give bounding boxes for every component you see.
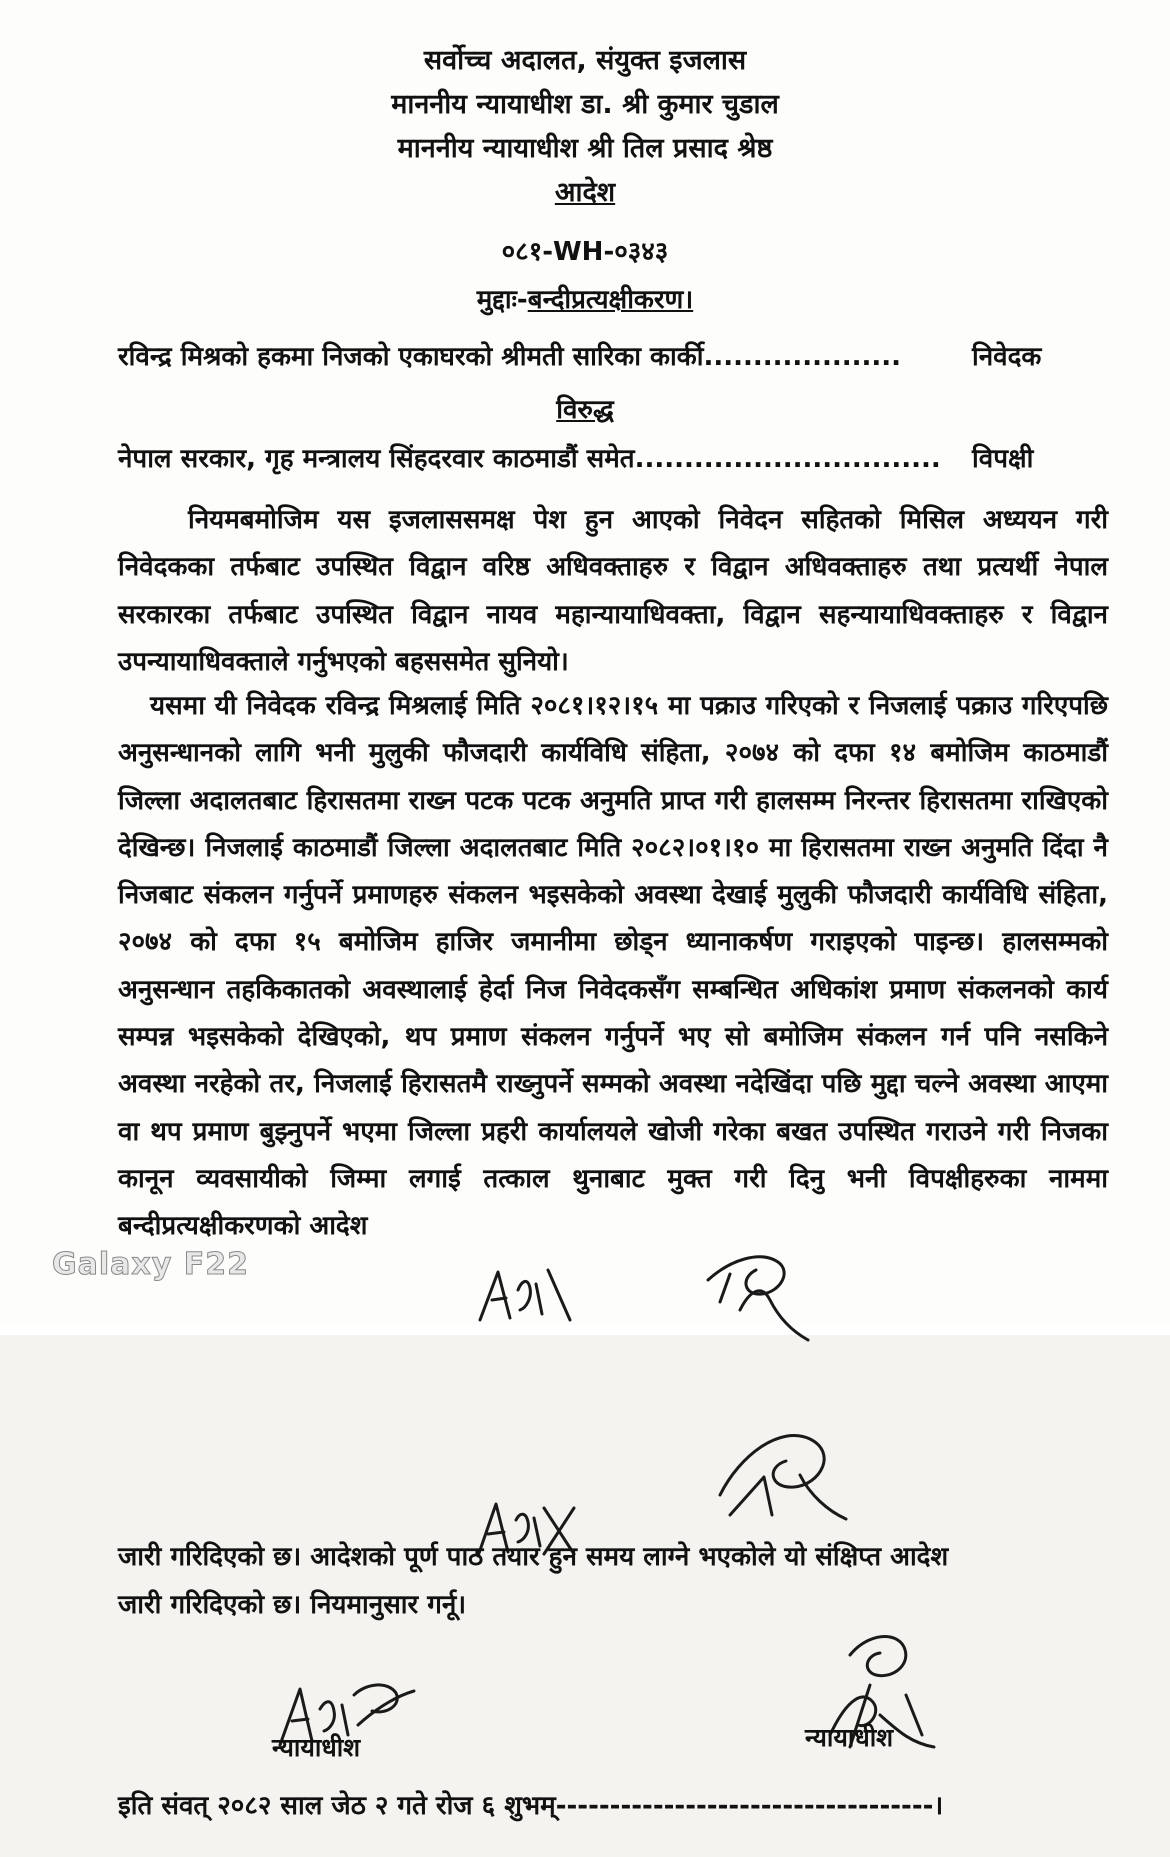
document-type: आदेश: [554, 177, 616, 208]
petitioner-name: रविन्द्र मिश्रको हकमा निजको एकाघरको श्रीमती सारिका कार्की....................: [118, 342, 901, 372]
petitioner-role: निवेदक: [972, 342, 1042, 372]
order-closing-line-2: जारी गरिदिएको छ। नियमानुसार गर्नू।: [118, 1590, 467, 1620]
initials-signature-right-page1: [700, 1240, 820, 1350]
case-number: ०८१-WH-०३४३: [501, 237, 669, 267]
initials-signature-left-page1: [470, 1250, 580, 1340]
order-date-line: इति संवत् २०८२ साल जेठ २ गते रोज ६ शुभम्-----------------------------------।: [118, 1791, 944, 1821]
order-paragraph-1-text: नियमबमोजिम यस इजलाससमक्ष पेश हुन आएको निवेदन सहितको मिसिल अध्ययन गरी निवेदकका तर्फबाट उपस्थित विद्वान वरिष्ठ अधिवक्ताहरु र विद्वान अधिवक्ताहरु तथा प्रत्यर्थी नेपाल सरकारका तर्फबाट उपस्थित विद्वान नायव महान्यायाधिवक्ता, विद्वान सहन्यायाधिवक्ताहरु र विद्वान उपन्यायाधिवक्ताले गर्नुभएको बहससमेत सुनियो।: [118, 505, 1108, 677]
case-subject-title: बन्दीप्रत्यक्षीकरण।: [527, 285, 694, 315]
order-paragraph-2-text: यसमा यी निवेदक रविन्द्र मिश्रलाई मिति २०८१।१२।१५ मा पक्राउ गरिएको र निजलाई पक्राउ गरिएपछि अनुसन्धानको लागि भनी मुलुकी फौजदारी कार्यविधि संहिता, २०७४ को दफा १४ बमोजिम काठमाडौं जिल्ला अदालतबाट हिरासतमा राख्न पटक पटक अनुमति प्राप्त गरी हालसम्म निरन्तर हिरासतमा राखिएको देखिन्छ। निजलाई काठमाडौं जिल्ला अदालतबाट मिति २०८२।०१।१० मा हिरासतमा राख्न अनुमति दिंदा नै निजबाट संकलन गर्नुपर्ने प्रमाणहरु संकलन भइसकेको अवस्था देखाई मुलुकी फौजदारी कार्यविधि संहिता, २०७४ को दफा १५ बमोजिम हाजिर जमानीमा छोड्न ध्यानाकर्षण गराइएको पाइन्छ। हालसम्मको अनुसन्धान तहकिकातको अवस्थालाई हेर्दा निज निवेदकसँग सम्बन्धित अधिकांश प्रमाण संकलनको कार्य सम्पन्न भइसकेको देखिएको, थप प्रमाण संकलन गर्नुपर्ने भए सो बमोजिम संकलन गर्न पनि नसकिने अवस्था नरहेको तर, निजलाई हिरासतमै राख्नुपर्ने सम्मको अवस्था नदेखिंदा पछि मुद्दा चल्ने अवस्था आएमा वा थप प्रमाण बुझ्नुपर्ने भएमा जिल्ला प्रहरी कार्यालयले खोजी गरेका बखत उपस्थित गराउने गरी निजका कानून व्यवसायीको जिम्मा लगाई तत्काल थुनाबाट मुक्त गरी दिनु भनी विपक्षीहरुका नाममा बन्दीप्रत्यक्षीकरणको आदेश: [118, 691, 1108, 1242]
judge-2-name: माननीय न्यायाधीश श्री तिल प्रसाद श्रेष्ठ: [397, 133, 773, 164]
order-paragraph-2: [118, 683, 1108, 1251]
order-closing-line-1: जारी गरिदिएको छ। आदेशको पूर्ण पाठ तयार हुन समय लाग्ने भएकोले यो संक्षिप्त आदेश: [118, 1542, 949, 1572]
case-subject-prefix: मुद्दाः-: [476, 285, 528, 315]
judge-1-name: माननीय न्यायाधीश डा. श्री कुमार चुडाल: [391, 89, 779, 120]
case-subject: [0, 280, 1170, 316]
judge-label-right: न्यायाधीश: [805, 1723, 894, 1752]
camera-watermark: Galaxy F22: [52, 1247, 249, 1282]
judge-label-left: न्यायाधीश: [272, 1733, 361, 1762]
respondent-role: विपक्षी: [972, 444, 1034, 474]
court-name: सर्वोच्च अदालत, संयुक्त इजलास: [423, 45, 747, 76]
initials-signature-right-page2: [700, 1415, 850, 1535]
respondent-name: नेपाल सरकार, गृह मन्त्रालय सिंहदरवार काठमाडौं समेत...............................: [118, 444, 941, 474]
order-paragraph-1: [118, 497, 1108, 686]
versus-label: विरुद्ध: [556, 395, 614, 425]
